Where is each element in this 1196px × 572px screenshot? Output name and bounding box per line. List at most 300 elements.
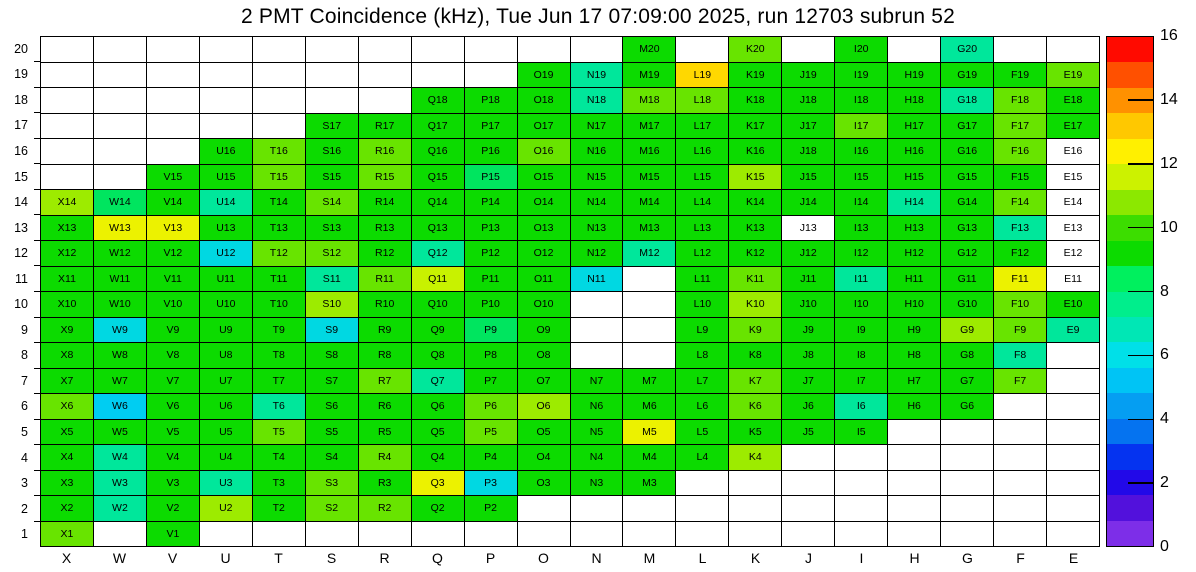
heatmap-cell: Q7 xyxy=(412,369,464,394)
heatmap-cell: I11 xyxy=(835,267,887,292)
heatmap-cell-empty xyxy=(200,114,252,139)
heatmap-cell: E9 xyxy=(1047,318,1099,343)
heatmap-cell: P5 xyxy=(465,420,517,445)
heatmap-cell: T15 xyxy=(253,165,305,190)
heatmap-cell: H7 xyxy=(888,369,940,394)
y-axis-label: 13 xyxy=(14,220,28,235)
colorbar-band xyxy=(1107,495,1153,520)
y-axis-tick xyxy=(34,265,40,266)
heatmap-cell: H9 xyxy=(888,318,940,343)
x-axis-label: N xyxy=(591,550,602,566)
heatmap-cell-empty xyxy=(729,522,781,547)
heatmap-cell-empty xyxy=(306,88,358,113)
heatmap-cell-empty xyxy=(782,522,834,547)
heatmap-cell: L5 xyxy=(676,420,728,445)
heatmap-cell: Q17 xyxy=(412,114,464,139)
heatmap-cell-empty xyxy=(518,496,570,521)
heatmap-cell: S17 xyxy=(306,114,358,139)
heatmap-cell-empty xyxy=(306,63,358,88)
heatmap-cell: Q9 xyxy=(412,318,464,343)
heatmap-cell-empty xyxy=(41,88,93,113)
heatmap-cell-empty xyxy=(571,496,623,521)
colorbar-tick-label: 0 xyxy=(1160,538,1169,555)
heatmap-cell: L4 xyxy=(676,445,728,470)
heatmap-cell: R11 xyxy=(359,267,411,292)
heatmap-cell: L18 xyxy=(676,88,728,113)
x-axis-label: I xyxy=(859,550,864,566)
heatmap-cell-empty xyxy=(782,445,834,470)
heatmap-cell-empty xyxy=(412,522,464,547)
heatmap-cell: X14 xyxy=(41,190,93,215)
heatmap-cell-empty xyxy=(888,420,940,445)
heatmap-cell: L6 xyxy=(676,394,728,419)
heatmap-cell: T10 xyxy=(253,292,305,317)
heatmap-cell: T14 xyxy=(253,190,305,215)
heatmap-cell: G12 xyxy=(941,241,993,266)
heatmap-cell: J15 xyxy=(782,165,834,190)
colorbar-tick xyxy=(1128,227,1154,229)
heatmap-cell-empty xyxy=(94,88,146,113)
colorbar-band xyxy=(1107,292,1153,317)
heatmap-cell: V15 xyxy=(147,165,199,190)
x-axis-label: H xyxy=(909,550,920,566)
heatmap-cell: V2 xyxy=(147,496,199,521)
y-axis-tick xyxy=(34,521,40,522)
heatmap-cell: R7 xyxy=(359,369,411,394)
colorbar-tick-label: 6 xyxy=(1160,346,1169,364)
y-axis-label: 16 xyxy=(14,143,28,158)
heatmap-cell: S14 xyxy=(306,190,358,215)
heatmap-cell: W5 xyxy=(94,420,146,445)
heatmap-cell-empty xyxy=(835,445,887,470)
heatmap-cell: L17 xyxy=(676,114,728,139)
heatmap-cell-empty xyxy=(994,496,1046,521)
colorbar-tick-label: 2 xyxy=(1160,474,1169,492)
heatmap-cell: X2 xyxy=(41,496,93,521)
heatmap-cell: G17 xyxy=(941,114,993,139)
y-axis-tick xyxy=(34,419,40,420)
chart-title: 2 PMT Coincidence (kHz), Tue Jun 17 07:09:00 2025, run 12703 subrun 52 xyxy=(240,5,956,28)
heatmap-cell: R8 xyxy=(359,343,411,368)
heatmap-cell: U16 xyxy=(200,139,252,164)
heatmap-cell: H17 xyxy=(888,114,940,139)
heatmap-cell: O9 xyxy=(518,318,570,343)
heatmap-cell: S16 xyxy=(306,139,358,164)
heatmap-cell: X3 xyxy=(41,471,93,496)
heatmap-cell: P4 xyxy=(465,445,517,470)
heatmap-cell: G7 xyxy=(941,369,993,394)
heatmap-cell: N13 xyxy=(571,216,623,241)
heatmap-cell: F19 xyxy=(994,63,1046,88)
heatmap-cell: J7 xyxy=(782,369,834,394)
heatmap-cell: Q10 xyxy=(412,292,464,317)
heatmap-cell: P13 xyxy=(465,216,517,241)
y-axis-label: 11 xyxy=(15,271,28,286)
heatmap-cell: R5 xyxy=(359,420,411,445)
heatmap-cell: K4 xyxy=(729,445,781,470)
heatmap-cell: S7 xyxy=(306,369,358,394)
heatmap-cell-empty xyxy=(1047,522,1099,547)
heatmap-cell-empty xyxy=(888,522,940,547)
heatmap-cell-empty xyxy=(888,471,940,496)
heatmap-cell-empty xyxy=(888,445,940,470)
heatmap-cell-empty xyxy=(359,88,411,113)
x-axis-label: M xyxy=(643,550,656,566)
heatmap-cell-empty xyxy=(94,165,146,190)
y-axis-tick xyxy=(34,470,40,471)
heatmap-cell: M5 xyxy=(623,420,675,445)
heatmap-cell-empty xyxy=(994,420,1046,445)
heatmap-cell: F9 xyxy=(994,318,1046,343)
heatmap-cell-empty xyxy=(412,37,464,62)
heatmap-cell: X12 xyxy=(41,241,93,266)
heatmap-cell: R3 xyxy=(359,471,411,496)
y-axis-label: 15 xyxy=(14,169,28,184)
y-axis-label: 3 xyxy=(21,476,28,491)
heatmap-cell: S15 xyxy=(306,165,358,190)
colorbar-band xyxy=(1107,393,1153,418)
heatmap-cell-empty xyxy=(994,394,1046,419)
heatmap-cell: R13 xyxy=(359,216,411,241)
heatmap-cell: X11 xyxy=(41,267,93,292)
heatmap-cell: I18 xyxy=(835,88,887,113)
heatmap-cell: L13 xyxy=(676,216,728,241)
colorbar-tick-label: 10 xyxy=(1160,218,1178,236)
heatmap-cell-empty xyxy=(41,37,93,62)
heatmap-cell: Q18 xyxy=(412,88,464,113)
heatmap-cell: O19 xyxy=(518,63,570,88)
colorbar-tick xyxy=(1128,163,1154,165)
heatmap-cell: M16 xyxy=(623,139,675,164)
heatmap-cell: T12 xyxy=(253,241,305,266)
heatmap-cell: J9 xyxy=(782,318,834,343)
heatmap-cell: T3 xyxy=(253,471,305,496)
heatmap-cell-empty xyxy=(253,63,305,88)
colorbar-band xyxy=(1107,444,1153,469)
y-axis-label: 12 xyxy=(14,246,28,261)
heatmap-cell-empty xyxy=(465,522,517,547)
heatmap-cell: X4 xyxy=(41,445,93,470)
heatmap-cell-empty xyxy=(782,496,834,521)
heatmap-cell: W9 xyxy=(94,318,146,343)
heatmap-cell: G11 xyxy=(941,267,993,292)
heatmap-cell: H12 xyxy=(888,241,940,266)
heatmap-cell-empty xyxy=(359,522,411,547)
heatmap-cell-empty xyxy=(994,522,1046,547)
heatmap-cell: T4 xyxy=(253,445,305,470)
heatmap-cell: L14 xyxy=(676,190,728,215)
heatmap-cell-empty xyxy=(359,37,411,62)
heatmap-cell-empty xyxy=(676,471,728,496)
colorbar-band xyxy=(1107,266,1153,291)
heatmap-cell: K12 xyxy=(729,241,781,266)
heatmap-cell-empty xyxy=(835,471,887,496)
heatmap-cell: N19 xyxy=(571,63,623,88)
heatmap-cell: M3 xyxy=(623,471,675,496)
colorbar-tick-label: 4 xyxy=(1160,410,1169,428)
heatmap-cell: E17 xyxy=(1047,114,1099,139)
heatmap-cell-empty xyxy=(941,471,993,496)
heatmap-cell: Q15 xyxy=(412,165,464,190)
y-axis-tick xyxy=(34,317,40,318)
heatmap-cell: Q4 xyxy=(412,445,464,470)
heatmap-cell: R2 xyxy=(359,496,411,521)
heatmap-cell: R9 xyxy=(359,318,411,343)
heatmap-cell: P9 xyxy=(465,318,517,343)
heatmap-cell: P2 xyxy=(465,496,517,521)
y-axis-tick xyxy=(34,189,40,190)
heatmap-cell: K10 xyxy=(729,292,781,317)
colorbar-tick xyxy=(1128,291,1154,293)
heatmap-cell: W8 xyxy=(94,343,146,368)
x-axis-label: Q xyxy=(432,550,443,566)
heatmap-cell: E14 xyxy=(1047,190,1099,215)
heatmap-cell: N18 xyxy=(571,88,623,113)
heatmap-cell: K9 xyxy=(729,318,781,343)
heatmap-cell: L9 xyxy=(676,318,728,343)
heatmap-cell: E12 xyxy=(1047,241,1099,266)
colorbar-tick-label: 14 xyxy=(1160,90,1178,108)
x-axis-label: S xyxy=(326,550,337,566)
heatmap-cell: O10 xyxy=(518,292,570,317)
heatmap-cell-empty xyxy=(253,37,305,62)
x-axis-label: O xyxy=(538,550,549,566)
heatmap-cell: F18 xyxy=(994,88,1046,113)
heatmap-cell: I8 xyxy=(835,343,887,368)
heatmap-cell-empty xyxy=(676,37,728,62)
heatmap-cell-empty xyxy=(941,420,993,445)
y-axis-tick xyxy=(34,240,40,241)
heatmap-cell: W11 xyxy=(94,267,146,292)
y-axis-tick xyxy=(34,61,40,62)
heatmap-cell-empty xyxy=(623,267,675,292)
heatmap-cell-empty xyxy=(571,37,623,62)
heatmap-cell: H18 xyxy=(888,88,940,113)
heatmap-cell: N3 xyxy=(571,471,623,496)
y-axis-label: 9 xyxy=(21,322,28,337)
heatmap-cell: O15 xyxy=(518,165,570,190)
heatmap-cell-empty xyxy=(306,522,358,547)
heatmap-cell-empty xyxy=(571,343,623,368)
x-axis-label: F xyxy=(1016,550,1025,566)
heatmap-cell: S6 xyxy=(306,394,358,419)
x-axis-label: W xyxy=(112,550,127,566)
heatmap-cell-empty xyxy=(518,522,570,547)
heatmap-cell: V14 xyxy=(147,190,199,215)
heatmap-cell: O14 xyxy=(518,190,570,215)
y-axis-label: 14 xyxy=(14,195,28,210)
heatmap-cell: V6 xyxy=(147,394,199,419)
heatmap-cell: Q2 xyxy=(412,496,464,521)
heatmap-cell: U5 xyxy=(200,420,252,445)
heatmap-cell: S10 xyxy=(306,292,358,317)
heatmap-cell: S2 xyxy=(306,496,358,521)
heatmap-cell: E16 xyxy=(1047,139,1099,164)
heatmap-cell: L16 xyxy=(676,139,728,164)
heatmap-cell: L7 xyxy=(676,369,728,394)
heatmap-cell: G14 xyxy=(941,190,993,215)
heatmap-cell: I15 xyxy=(835,165,887,190)
y-axis-tick xyxy=(34,393,40,394)
heatmap-cell: H14 xyxy=(888,190,940,215)
heatmap-cell: G10 xyxy=(941,292,993,317)
heatmap-cell: J14 xyxy=(782,190,834,215)
heatmap-cell: M13 xyxy=(623,216,675,241)
heatmap-cell: W6 xyxy=(94,394,146,419)
heatmap-cell-empty xyxy=(571,522,623,547)
heatmap-cell: E15 xyxy=(1047,165,1099,190)
heatmap-cell: K15 xyxy=(729,165,781,190)
heatmap-cell-empty xyxy=(571,292,623,317)
heatmap-cell-empty xyxy=(1047,369,1099,394)
heatmap-cell: G18 xyxy=(941,88,993,113)
heatmap-cell-empty xyxy=(412,63,464,88)
heatmap-cell-empty xyxy=(200,522,252,547)
heatmap-cell-empty xyxy=(306,37,358,62)
heatmap-cell: W7 xyxy=(94,369,146,394)
heatmap-cell: P12 xyxy=(465,241,517,266)
heatmap-cell-empty xyxy=(1047,420,1099,445)
heatmap-cell: K5 xyxy=(729,420,781,445)
heatmap-cell: I20 xyxy=(835,37,887,62)
y-axis-tick xyxy=(34,138,40,139)
heatmap-cell-empty xyxy=(994,471,1046,496)
heatmap-cell: N16 xyxy=(571,139,623,164)
x-axis-label: J xyxy=(805,550,812,566)
heatmap-cell-empty xyxy=(623,496,675,521)
heatmap-cell-empty xyxy=(253,114,305,139)
x-axis-label: T xyxy=(274,550,283,566)
heatmap-cell-empty xyxy=(41,165,93,190)
heatmap-cell-empty xyxy=(465,63,517,88)
colorbar-band xyxy=(1107,37,1153,62)
heatmap-cell-empty xyxy=(41,114,93,139)
heatmap-cell-empty xyxy=(94,37,146,62)
heatmap-cell: M17 xyxy=(623,114,675,139)
heatmap-cell: N14 xyxy=(571,190,623,215)
y-axis-label: 10 xyxy=(14,297,28,312)
heatmap-cell: W3 xyxy=(94,471,146,496)
heatmap-cell: U14 xyxy=(200,190,252,215)
heatmap-cell-empty xyxy=(941,522,993,547)
heatmap-cell: T7 xyxy=(253,369,305,394)
heatmap-cell: Q14 xyxy=(412,190,464,215)
heatmap-cell: M20 xyxy=(623,37,675,62)
heatmap-cell: L19 xyxy=(676,63,728,88)
heatmap-cell: U6 xyxy=(200,394,252,419)
heatmap-cell-empty xyxy=(941,496,993,521)
heatmap-cell: J17 xyxy=(782,114,834,139)
heatmap-cell: E19 xyxy=(1047,63,1099,88)
heatmap-cell: V11 xyxy=(147,267,199,292)
heatmap-cell: F12 xyxy=(994,241,1046,266)
heatmap-cell: P6 xyxy=(465,394,517,419)
heatmap-cell: I16 xyxy=(835,139,887,164)
heatmap-cell: J19 xyxy=(782,63,834,88)
colorbar-band xyxy=(1107,88,1153,113)
heatmap-cell: V12 xyxy=(147,241,199,266)
heatmap-cell: T8 xyxy=(253,343,305,368)
heatmap-cell: P8 xyxy=(465,343,517,368)
heatmap-cell: I17 xyxy=(835,114,887,139)
heatmap-cell: T5 xyxy=(253,420,305,445)
heatmap-cell: X8 xyxy=(41,343,93,368)
heatmap-cell: K7 xyxy=(729,369,781,394)
heatmap-cell: S8 xyxy=(306,343,358,368)
x-axis-label: X xyxy=(61,550,72,566)
heatmap-cell-empty xyxy=(1047,394,1099,419)
heatmap-cell-empty xyxy=(623,292,675,317)
heatmap-cell: R16 xyxy=(359,139,411,164)
y-axis-label: 5 xyxy=(21,425,28,440)
heatmap-cell: S3 xyxy=(306,471,358,496)
heatmap-cell: Q6 xyxy=(412,394,464,419)
heatmap-cell-empty xyxy=(200,88,252,113)
heatmap-cell: Q16 xyxy=(412,139,464,164)
heatmap-cell-empty xyxy=(676,496,728,521)
heatmap-cell: W4 xyxy=(94,445,146,470)
heatmap-cell: S5 xyxy=(306,420,358,445)
heatmap-cell: N11 xyxy=(571,267,623,292)
y-axis-tick xyxy=(34,495,40,496)
heatmap-cell: W10 xyxy=(94,292,146,317)
heatmap-cell: I13 xyxy=(835,216,887,241)
heatmap-cell: H10 xyxy=(888,292,940,317)
heatmap-cell: K14 xyxy=(729,190,781,215)
y-axis-label: 7 xyxy=(21,373,28,388)
y-axis-label: 6 xyxy=(21,399,28,414)
x-axis-label: P xyxy=(485,550,496,566)
heatmap-cell: L10 xyxy=(676,292,728,317)
heatmap-cell-empty xyxy=(729,496,781,521)
heatmap-cell-empty xyxy=(835,496,887,521)
heatmap-cell: I19 xyxy=(835,63,887,88)
y-axis-label: 8 xyxy=(21,348,28,363)
heatmap-cell: F13 xyxy=(994,216,1046,241)
colorbar-band xyxy=(1107,164,1153,189)
heatmap-cell-empty xyxy=(147,88,199,113)
y-axis-tick xyxy=(34,214,40,215)
heatmap-cell: F14 xyxy=(994,190,1046,215)
heatmap-cell: O17 xyxy=(518,114,570,139)
heatmap-cell: F8 xyxy=(994,343,1046,368)
heatmap-cell: F7 xyxy=(994,369,1046,394)
heatmap-cell-empty xyxy=(94,63,146,88)
heatmap-cell: U2 xyxy=(200,496,252,521)
colorbar-band xyxy=(1107,241,1153,266)
heatmap-cell-empty xyxy=(41,63,93,88)
colorbar-tick-label: 12 xyxy=(1160,154,1178,172)
heatmap-cell: N17 xyxy=(571,114,623,139)
heatmap-cell: J11 xyxy=(782,267,834,292)
y-axis-label: 20 xyxy=(14,41,28,56)
heatmap-cell: O16 xyxy=(518,139,570,164)
heatmap-cell: H16 xyxy=(888,139,940,164)
heatmap-cell: M15 xyxy=(623,165,675,190)
heatmap-cell-empty xyxy=(1047,37,1099,62)
heatmap-cell: M4 xyxy=(623,445,675,470)
heatmap-cell-empty xyxy=(41,139,93,164)
heatmap-cell: S4 xyxy=(306,445,358,470)
heatmap-cell: R4 xyxy=(359,445,411,470)
heatmap-cell: P17 xyxy=(465,114,517,139)
heatmap-cell: U8 xyxy=(200,343,252,368)
colorbar-band xyxy=(1107,521,1153,546)
heatmap-cell: V7 xyxy=(147,369,199,394)
heatmap-cell: U15 xyxy=(200,165,252,190)
y-axis-tick xyxy=(34,163,40,164)
heatmap-cell: M19 xyxy=(623,63,675,88)
